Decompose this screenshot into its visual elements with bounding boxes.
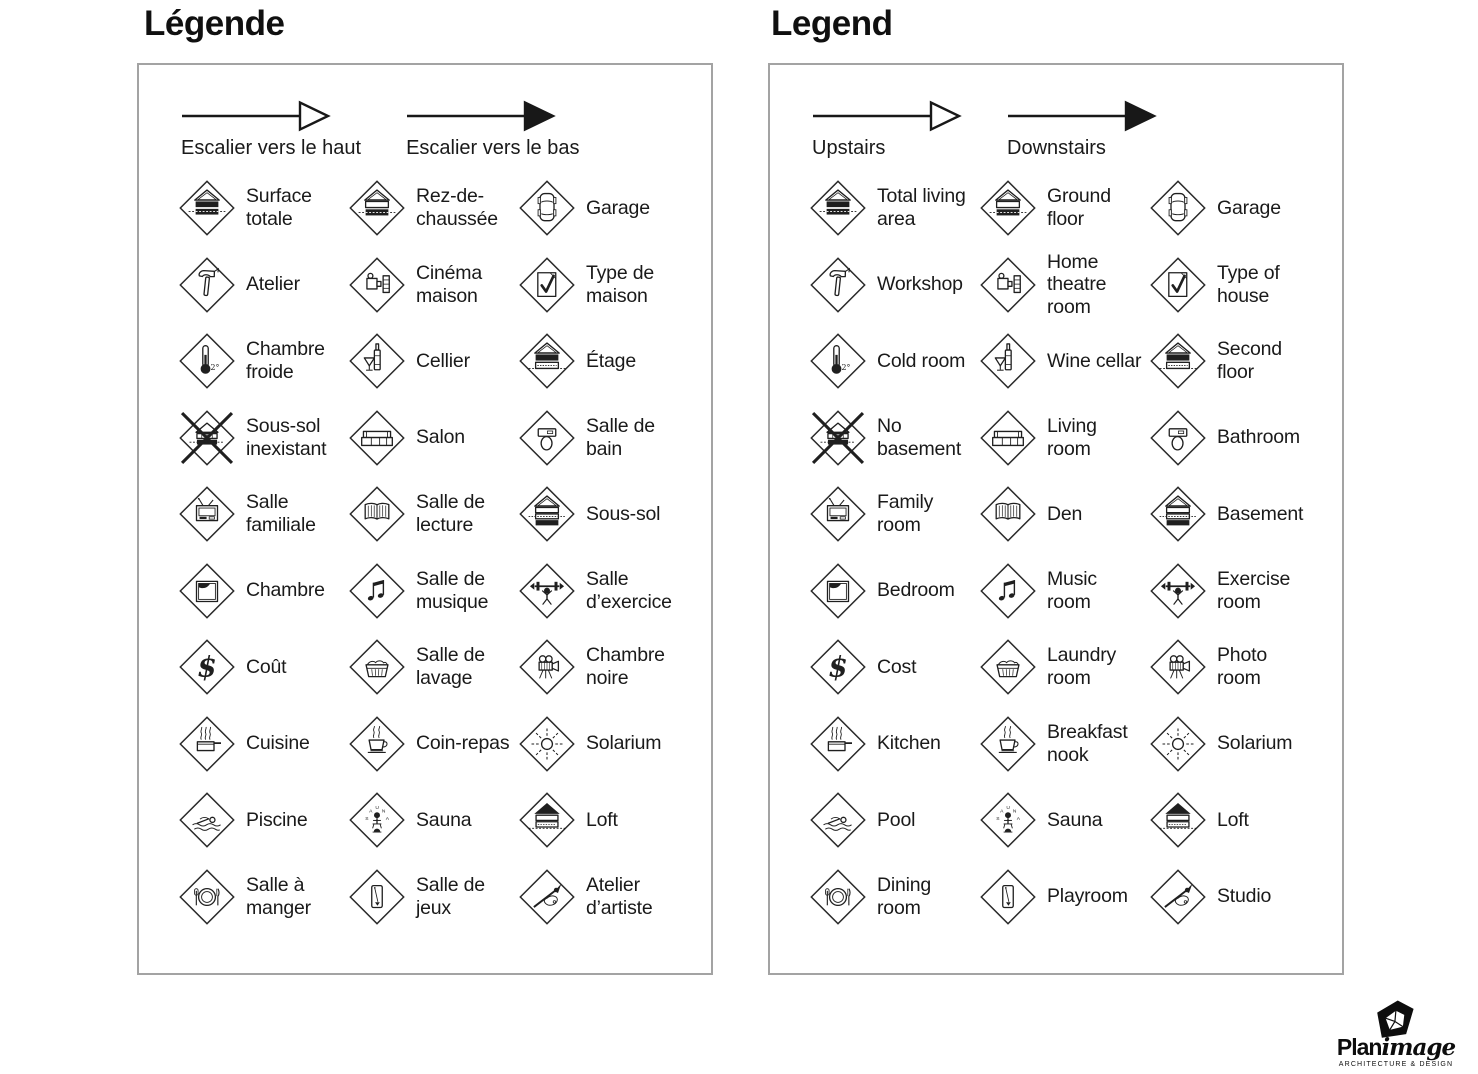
planimage-logo (1328, 998, 1464, 1068)
legend-item (179, 782, 349, 859)
bathroom-icon (1150, 410, 1206, 466)
type-of-house-icon (1150, 257, 1206, 313)
legend-item (810, 323, 980, 400)
legend-item-label: Exercise room (1217, 567, 1291, 613)
legend-item (349, 170, 519, 247)
cold-room-icon (179, 333, 235, 389)
svg-text:S: S (365, 817, 369, 823)
legend-item-label: Salon (416, 426, 465, 449)
logo-brand-italic: image (1381, 1034, 1456, 1061)
legend-item-label: Cuisine (246, 732, 310, 755)
total-living-area-icon (179, 180, 235, 236)
legend-item-label: Surface totale (246, 185, 312, 231)
workshop-icon (179, 257, 235, 313)
legend-item (519, 553, 713, 630)
stair-arrow-item (1007, 99, 1157, 160)
dining-room-icon (810, 869, 866, 925)
legend-item (1150, 323, 1344, 400)
sauna-icon (980, 792, 1036, 848)
legend-item (179, 170, 349, 247)
studio-icon (519, 869, 575, 925)
photo-room-icon (1150, 639, 1206, 695)
legend-item (519, 859, 713, 936)
legend-item (179, 247, 349, 324)
legend-item (179, 476, 349, 553)
playroom-icon (349, 869, 405, 925)
legend-item-label: Sous-sol inexistant (246, 414, 327, 460)
legend-grid (179, 170, 711, 935)
legend-item (810, 629, 980, 706)
svg-text:2°: 2° (841, 363, 851, 373)
breakfast-nook-icon (980, 716, 1036, 772)
legend-item-label: Studio (1217, 885, 1272, 908)
sauna-icon (349, 792, 405, 848)
legend-item (519, 629, 713, 706)
legend-item-label: Salle à manger (246, 873, 311, 919)
legend-item-label: Cellier (416, 349, 470, 372)
legend-item-label: Bathroom (1217, 426, 1300, 449)
svg-text:U: U (375, 806, 379, 812)
arrow-label: Upstairs (812, 137, 886, 159)
legend-item (519, 476, 713, 553)
legend-item-label: Coin-repas (416, 732, 510, 755)
legend-item-label: Salle de bain (586, 414, 655, 460)
legend-item-label: Coût (246, 655, 287, 678)
legend-item-label: Salle d’exercice (586, 567, 672, 613)
kitchen-icon (810, 716, 866, 772)
family-room-icon (179, 486, 235, 542)
legend-item-label: Wine cellar (1047, 349, 1142, 372)
legend-item (1150, 476, 1344, 553)
legend-item-label: Solarium (586, 732, 662, 755)
playroom-icon (980, 869, 1036, 925)
living-room-icon (349, 410, 405, 466)
second-floor-icon (1150, 333, 1206, 389)
legend-item (179, 859, 349, 936)
legend-item-label: Living room (1047, 414, 1097, 460)
ground-floor-icon (349, 180, 405, 236)
stairs-up-arrow-icon (181, 99, 331, 133)
legend-item (179, 629, 349, 706)
legend-item (349, 706, 519, 783)
pool-icon (179, 792, 235, 848)
legend-item (810, 859, 980, 936)
legend-item-label: Pool (877, 808, 916, 831)
legend-item-label: Salle familiale (246, 491, 316, 537)
dining-room-icon (179, 869, 235, 925)
legend-item-label: Den (1047, 502, 1083, 525)
legend-item (980, 323, 1150, 400)
cost-icon (179, 639, 235, 695)
legend-item (810, 476, 980, 553)
legend-item (810, 706, 980, 783)
legend-item (179, 706, 349, 783)
legend-item-label: Playroom (1047, 885, 1128, 908)
cold-room-icon (810, 333, 866, 389)
logo-brand-bold: Plan (1336, 1034, 1382, 1060)
legend-item (1150, 629, 1344, 706)
studio-icon (1150, 869, 1206, 925)
legend-item-label: Garage (586, 196, 650, 219)
legend-item (1150, 706, 1344, 783)
legend-title-french: Légende (144, 4, 285, 43)
svg-text:U: U (1006, 806, 1010, 812)
legend-grid (810, 170, 1342, 935)
legend-panel-french (137, 63, 713, 975)
wine-cellar-icon (349, 333, 405, 389)
no-basement-icon (179, 410, 235, 466)
legend-item-label: Music room (1047, 567, 1097, 613)
ground-floor-icon (980, 180, 1036, 236)
workshop-icon (810, 257, 866, 313)
legend-item-label: Loft (1217, 808, 1249, 831)
legend-item (1150, 170, 1344, 247)
legend-item-label: Family room (877, 491, 934, 537)
garage-icon (1150, 180, 1206, 236)
legend-item (1150, 782, 1344, 859)
legend-item (980, 859, 1150, 936)
legend-item-label: Atelier d’artiste (586, 873, 653, 919)
legend-item-label: Bedroom (877, 579, 955, 602)
legend-item (980, 476, 1150, 553)
legend-item (349, 553, 519, 630)
legend-item-label: Workshop (877, 273, 963, 296)
loft-icon (1150, 792, 1206, 848)
legend-item-label: Chambre froide (246, 338, 325, 384)
svg-text:A: A (369, 809, 373, 815)
legend-item-label: Salle de musique (416, 567, 489, 613)
legend-item-label: Garage (1217, 196, 1281, 219)
legend-item-label: Salle de jeux (416, 873, 485, 919)
type-of-house-icon (519, 257, 575, 313)
stairs-down-arrow-icon (406, 99, 556, 133)
arrow-label: Downstairs (1007, 137, 1106, 159)
legend-item-label: Breakfast nook (1047, 720, 1128, 766)
legend-item (1150, 247, 1344, 324)
legend-item (980, 629, 1150, 706)
stairs-up-arrow-icon (812, 99, 962, 133)
svg-text:N: N (1012, 809, 1017, 815)
svg-text:$: $ (197, 650, 217, 684)
legend-item-label: Atelier (246, 273, 300, 296)
svg-text:$: $ (828, 650, 848, 684)
svg-text:N: N (381, 809, 386, 815)
legend-item (810, 247, 980, 324)
garage-icon (519, 180, 575, 236)
solarium-icon (1150, 716, 1206, 772)
legend-item (179, 323, 349, 400)
home-theatre-icon (349, 257, 405, 313)
arrow-label: Escalier vers le haut (181, 137, 362, 159)
legend-item-label: Dining room (877, 873, 932, 919)
legend-item (810, 170, 980, 247)
legend-item (349, 859, 519, 936)
legend-item (980, 170, 1150, 247)
photo-room-icon (519, 639, 575, 695)
legend-item-label: Cost (877, 655, 917, 678)
stair-arrows-row (181, 99, 711, 160)
stair-arrow-item (812, 99, 962, 160)
stair-arrows-row (812, 99, 1342, 160)
legend-item-label: Kitchen (877, 732, 941, 755)
legend-item (519, 170, 713, 247)
legend-item (349, 476, 519, 553)
total-living-area-icon (810, 180, 866, 236)
living-room-icon (980, 410, 1036, 466)
legend-item-label: Rez-de-chaussée (416, 185, 498, 231)
legend-item (980, 782, 1150, 859)
legend-item (519, 400, 713, 477)
legend-item (980, 400, 1150, 477)
legend-item (810, 553, 980, 630)
legend-item-label: Home theatre room (1047, 250, 1107, 319)
legend-item-label: Piscine (246, 808, 308, 831)
legend-item-label: Étage (586, 349, 636, 372)
legend-item (1150, 859, 1344, 936)
legend-item-label: Salle de lecture (416, 491, 485, 537)
legend-item (519, 706, 713, 783)
legend-item-label: Basement (1217, 502, 1304, 525)
legend-item-label: Cold room (877, 349, 966, 372)
legend-item-label: Type de maison (586, 261, 654, 307)
stair-arrow-item (181, 99, 361, 160)
legend-item (810, 782, 980, 859)
stairs-down-arrow-icon (1007, 99, 1157, 133)
legend-item-label: Photo room (1217, 644, 1267, 690)
legend-panel-english (768, 63, 1344, 975)
legend-item (810, 400, 980, 477)
legend-item-label: Solarium (1217, 732, 1293, 755)
bathroom-icon (519, 410, 575, 466)
loft-icon (519, 792, 575, 848)
legend-item-label: No basement (877, 414, 962, 460)
exercise-room-icon (1150, 563, 1206, 619)
legend-item (349, 782, 519, 859)
legend-item (980, 706, 1150, 783)
legend-item-label: Ground floor (1047, 185, 1111, 231)
legend-item (980, 247, 1150, 324)
arrow-label: Escalier vers le bas (406, 137, 580, 159)
legend-item (1150, 553, 1344, 630)
legend-item (349, 400, 519, 477)
legend-item (519, 247, 713, 324)
svg-text:A: A (1000, 809, 1004, 815)
basement-icon (1150, 486, 1206, 542)
legend-item-label: Loft (586, 808, 618, 831)
breakfast-nook-icon (349, 716, 405, 772)
logo-brand (1328, 1036, 1464, 1059)
kitchen-icon (179, 716, 235, 772)
laundry-room-icon (980, 639, 1036, 695)
legend-item (519, 782, 713, 859)
svg-text:A: A (1016, 817, 1021, 823)
legend-item-label: Chambre (246, 579, 325, 602)
svg-text:2°: 2° (210, 363, 220, 373)
legend-item-label: Cinéma maison (416, 261, 482, 307)
svg-text:S: S (996, 817, 1000, 823)
legend-item-label: Second floor (1217, 338, 1282, 384)
legend-item-label: Sauna (416, 808, 472, 831)
basement-icon (519, 486, 575, 542)
laundry-room-icon (349, 639, 405, 695)
pool-icon (810, 792, 866, 848)
svg-text:A: A (385, 817, 390, 823)
wine-cellar-icon (980, 333, 1036, 389)
cost-icon (810, 639, 866, 695)
solarium-icon (519, 716, 575, 772)
legend-item-label: Chambre noire (586, 644, 665, 690)
legend-item (349, 323, 519, 400)
music-room-icon (349, 563, 405, 619)
legend-item-label: Type of house (1217, 261, 1280, 307)
second-floor-icon (519, 333, 575, 389)
exercise-room-icon (519, 563, 575, 619)
legend-item-label: Sauna (1047, 808, 1103, 831)
stair-arrow-item (406, 99, 579, 160)
legend-item (980, 553, 1150, 630)
legend-item-label: Salle de lavage (416, 644, 485, 690)
bedroom-icon (179, 563, 235, 619)
bedroom-icon (810, 563, 866, 619)
legend-item (179, 553, 349, 630)
logo-tagline: ARCHITECTURE & DESIGN (1338, 1061, 1454, 1068)
music-room-icon (980, 563, 1036, 619)
home-theatre-icon (980, 257, 1036, 313)
legend-item-label: Laundry room (1047, 644, 1117, 690)
legend-item (349, 247, 519, 324)
legend-title-english: Legend (771, 4, 893, 43)
den-icon (980, 486, 1036, 542)
legend-item (179, 400, 349, 477)
legend-item (1150, 400, 1344, 477)
legend-item-label: Total living area (877, 185, 966, 231)
legend-item (519, 323, 713, 400)
den-icon (349, 486, 405, 542)
family-room-icon (810, 486, 866, 542)
legend-item-label: Sous-sol (586, 502, 661, 525)
legend-item (349, 629, 519, 706)
no-basement-icon (810, 410, 866, 466)
